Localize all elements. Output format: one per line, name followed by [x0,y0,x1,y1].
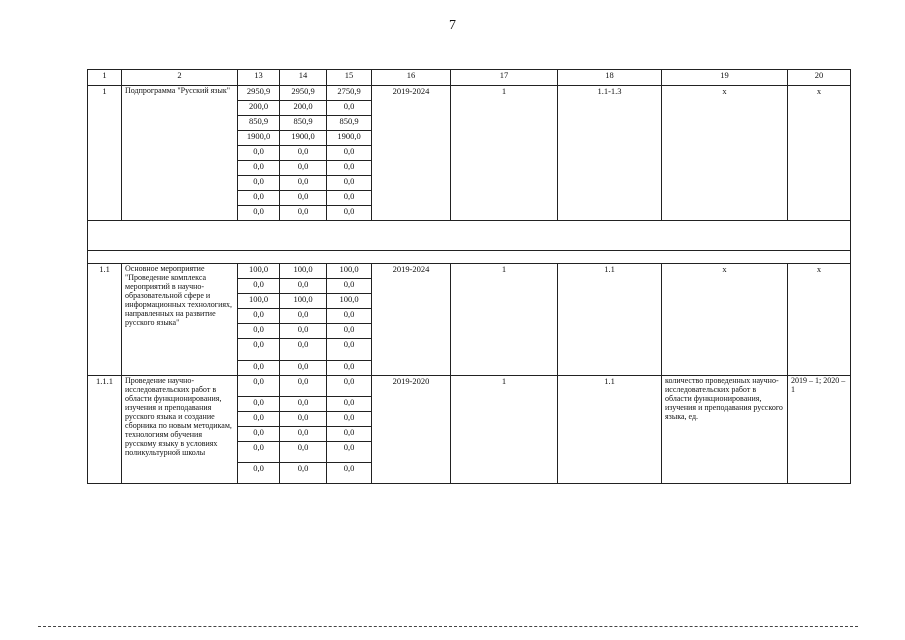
period-cell: 2019-2020 [372,376,451,484]
header-cell: 2 [122,70,238,86]
value-cell: 0,0 [280,191,327,206]
value-cell: 0,0 [238,146,280,161]
value-cell: 100,0 [280,264,327,279]
row-name: Основное мероприятие "Проведение комплекса мероприятий в научно-образовательной сфере и информационных технологиях, направленных на развитие русского языка" [122,264,238,376]
value-cell: 0,0 [280,397,327,412]
value-cell: 0,0 [280,442,327,463]
value-cell: 0,0 [327,339,372,361]
value-cell: 0,0 [327,412,372,427]
value-cell: 2950,9 [238,86,280,101]
page-number: 7 [449,18,456,33]
value-cell: 850,9 [238,116,280,131]
value-cell: 0,0 [280,176,327,191]
value-cell: 0,0 [238,442,280,463]
row-number: 1 [88,86,122,221]
section-1-1-row [88,264,851,279]
row-name: Подпрограмма "Русский язык" [122,86,238,221]
section-1-1-1-row [88,376,851,397]
header-cell: 19 [662,70,788,86]
value-cell: 0,0 [280,412,327,427]
value-cell: 100,0 [327,264,372,279]
row-name: Проведение научно-исследовательских работ в области функционирования, изучения и преподавания русского языка и создание сборника по новым методикам, технологиям обучения русскому языку в условиях поликультурной школы [122,376,238,484]
header-cell: 1 [88,70,122,86]
value-cell: 0,0 [327,376,372,397]
value-cell: 0,0 [280,146,327,161]
value-cell: 0,0 [238,427,280,442]
period-cell: 2019-2024 [372,264,451,376]
value-cell: 0,0 [238,397,280,412]
value-cell: 0,0 [327,309,372,324]
col19-cell: количество проведенных научно-исследовательских работ в области функционирования, изучения и преподавания русского языка, ед. [662,376,788,484]
value-cell: 0,0 [327,206,372,221]
header-cell: 13 [238,70,280,86]
value-cell: 100,0 [238,294,280,309]
empty-cell [88,251,851,264]
header-cell: 14 [280,70,327,86]
value-cell: 0,0 [327,101,372,116]
value-cell: 0,0 [238,324,280,339]
col17-cell: 1 [451,264,558,376]
value-cell: 0,0 [280,309,327,324]
value-cell: 0,0 [327,161,372,176]
header-row [88,70,851,86]
value-cell: 0,0 [280,324,327,339]
value-cell: 2750,9 [327,86,372,101]
value-cell: 1900,0 [238,131,280,146]
value-cell: 0,0 [238,412,280,427]
value-cell: 0,0 [280,339,327,361]
value-cell: 0,0 [238,339,280,361]
col18-cell: 1.1 [558,264,662,376]
value-cell: 0,0 [327,279,372,294]
value-cell: 0,0 [238,279,280,294]
value-cell: 0,0 [280,463,327,484]
value-cell: 0,0 [238,361,280,376]
col19-cell: х [662,86,788,221]
row-number: 1.1.1 [88,376,122,484]
value-cell: 0,0 [238,463,280,484]
value-cell: 0,0 [280,361,327,376]
value-cell: 0,0 [327,397,372,412]
col18-cell: 1.1 [558,376,662,484]
value-cell: 850,9 [280,116,327,131]
col17-cell: 1 [451,376,558,484]
value-cell: 2950,9 [280,86,327,101]
value-cell: 0,0 [280,427,327,442]
value-cell: 0,0 [280,161,327,176]
value-cell: 100,0 [238,264,280,279]
value-cell: 0,0 [327,324,372,339]
col20-cell: 2019 – 1; 2020 – 1 [788,376,851,484]
empty-cell [88,221,851,251]
value-cell: 0,0 [327,463,372,484]
col17-cell: 1 [451,86,558,221]
col19-cell: х [662,264,788,376]
empty-row [88,221,851,251]
scan-artifact-line [38,626,858,627]
value-cell: 1900,0 [327,131,372,146]
value-cell: 0,0 [238,176,280,191]
header-cell: 20 [788,70,851,86]
header-cell: 16 [372,70,451,86]
value-cell: 0,0 [238,309,280,324]
value-cell: 1900,0 [280,131,327,146]
value-cell: 0,0 [327,191,372,206]
period-cell: 2019-2024 [372,86,451,221]
value-cell: 0,0 [280,279,327,294]
program-table [87,69,851,484]
value-cell: 850,9 [327,116,372,131]
value-cell: 200,0 [280,101,327,116]
value-cell: 0,0 [238,161,280,176]
value-cell: 0,0 [280,376,327,397]
empty-row [88,251,851,264]
col20-cell: х [788,264,851,376]
row-number: 1.1 [88,264,122,376]
value-cell: 0,0 [327,176,372,191]
value-cell: 0,0 [327,361,372,376]
value-cell: 100,0 [280,294,327,309]
value-cell: 0,0 [238,206,280,221]
value-cell: 0,0 [327,427,372,442]
header-cell: 15 [327,70,372,86]
value-cell: 200,0 [238,101,280,116]
value-cell: 0,0 [327,146,372,161]
header-cell: 18 [558,70,662,86]
value-cell: 100,0 [327,294,372,309]
col20-cell: х [788,86,851,221]
header-cell: 17 [451,70,558,86]
value-cell: 0,0 [327,442,372,463]
value-cell: 0,0 [238,376,280,397]
value-cell: 0,0 [238,191,280,206]
section-1-row [88,86,851,101]
col18-cell: 1.1-1.3 [558,86,662,221]
value-cell: 0,0 [280,206,327,221]
